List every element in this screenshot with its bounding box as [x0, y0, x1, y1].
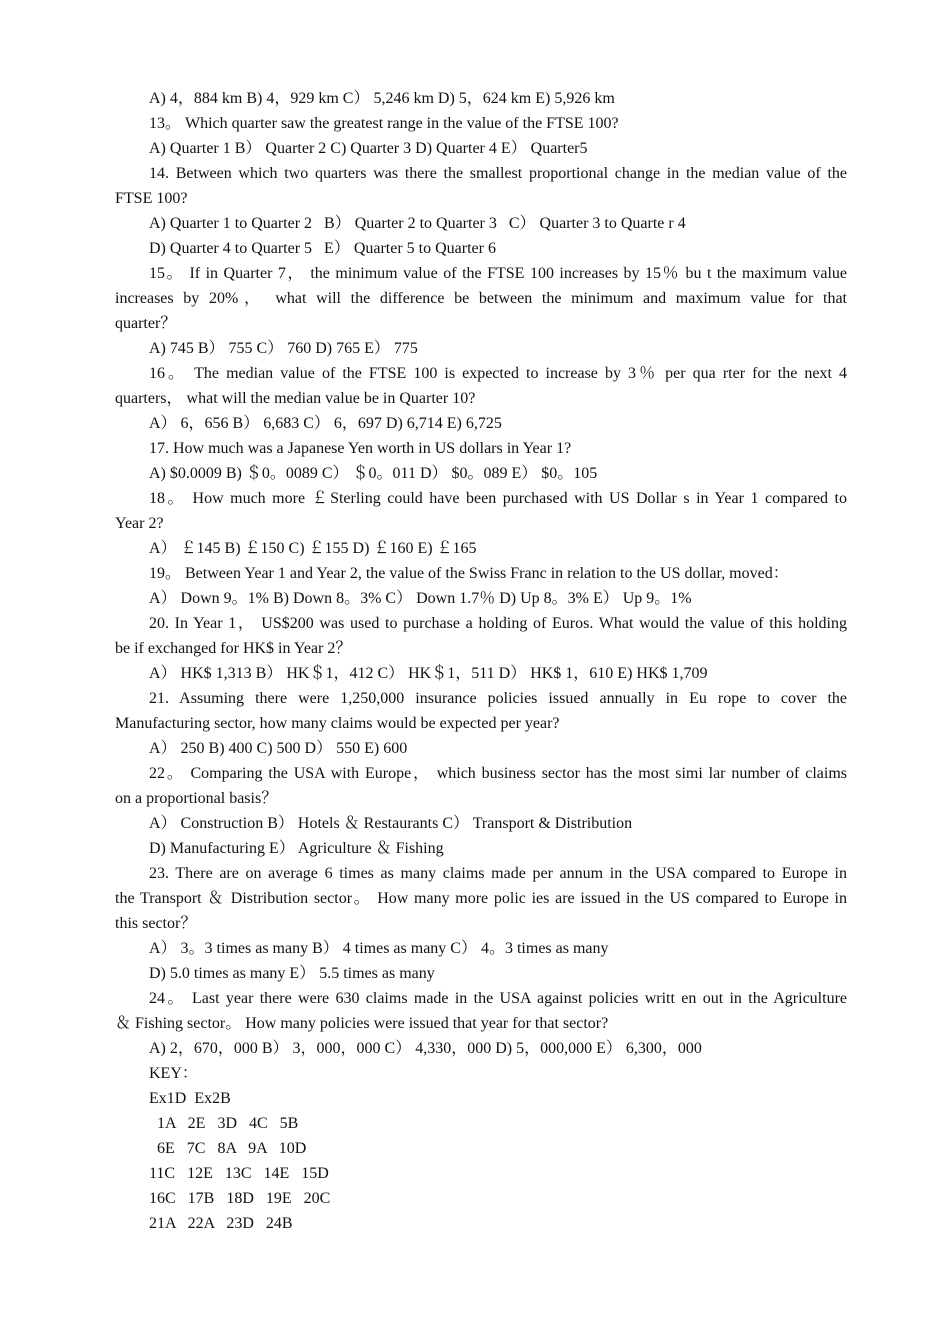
q17-question: 17. How much was a Japanese Yen worth in US dollars in Year 1? — [149, 440, 572, 457]
q16-question-line1: 16。 The median value of the FTSE 100 is expected to increase by 3％ per qua rter for the next 4 — [149, 365, 847, 382]
key-row-6-10: 6E 7C 8A 9A 10D — [149, 1140, 307, 1157]
q16-options: A） 6，656 B） 6,683 C） 6，697 D) 6,714 E) 6,725 — [149, 415, 502, 432]
q15-options: A) 745 B） 755 C） 760 D) 765 E） 775 — [149, 340, 418, 357]
q23-question-line1: 23. There are on average 6 times as many claims made per annum in the USA compared to Europe in — [149, 865, 847, 882]
q18-question-line1: 18。 How much more ￡Sterling could have been purchased with US Dollar s in Year 1 compared to — [149, 490, 847, 507]
q14-question-line2: FTSE 100? — [115, 190, 188, 207]
q21-question-line1: 21. Assuming there were 1,250,000 insurance policies issued annually in Eu rope to cover the — [149, 690, 847, 707]
q23-question-line3: this sector？ — [115, 915, 197, 932]
q24-question-line2: ＆ Fishing sector。 How many policies were issued that year for that sector? — [115, 1015, 609, 1032]
q13-options: A) Quarter 1 B） Quarter 2 C) Quarter 3 D) Quarter 4 E） Quarter5 — [149, 140, 588, 157]
q22-question-line1: 22。 Comparing the USA with Europe， which business sector has the most simi lar number of claims — [149, 765, 847, 782]
q20-question-line1: 20. In Year 1， US$200 was used to purchase a holding of Euros. What would the value of this holding — [149, 615, 847, 632]
key-row-1-5: 1A 2E 3D 4C 5B — [149, 1115, 299, 1132]
q15-question-line2: increases by 20%， what will the difference be between the minimum and maximum value for that — [115, 290, 847, 307]
key-row-16-20: 16C 17B 18D 19E 20C — [149, 1190, 331, 1207]
key-row-11-15: 11C 12E 13C 14E 15D — [149, 1165, 329, 1182]
q13-question: 13。 Which quarter saw the greatest range in the value of the FTSE 100? — [149, 115, 619, 132]
q23-options-line1: A） 3。3 times as many B） 4 times as many C） 4。3 times as many — [149, 940, 609, 957]
q16-question-line2: quarters， what will the median value be in Quarter 10? — [115, 390, 476, 407]
q21-question-line2: Manufacturing sector, how many claims would be expected per year? — [115, 715, 560, 732]
q21-options: A） 250 B) 400 C) 500 D） 550 E) 600 — [149, 740, 408, 757]
q20-question-line2: be if exchanged for HK$ in Year 2？ — [115, 640, 352, 657]
q20-options: A） HK$ 1,313 B） HK＄1，412 C） HK＄1，511 D） HK$ 1，610 E) HK$ 1,709 — [149, 665, 708, 682]
q15-question-line3: quarter？ — [115, 315, 177, 332]
q22-options-line1: A） Construction B） Hotels ＆ Restaurants C） Transport & Distribution — [149, 815, 633, 832]
q23-options-line2: D) 5.0 times as many E） 5.5 times as many — [149, 965, 435, 982]
q19-options: A） Down 9。1% B) Down 8。3% C） Down 1.7％ D) Up 8。3% E） Up 9。1% — [149, 590, 692, 607]
document-body — [115, 86, 847, 1236]
q22-question-line2: on a proportional basis？ — [115, 790, 278, 807]
q23-question-line2: the Transport ＆ Distribution sector。 How many more polic ies are issued in the US compared to Europe in — [115, 890, 847, 907]
q24-question-line1: 24。 Last year there were 630 claims made in the USA against policies writt en out in the Agriculture — [149, 990, 847, 1007]
q12-options: A) 4，884 km B) 4，929 km C） 5,246 km D) 5，624 km E) 5,926 km — [149, 90, 615, 107]
q14-options-line2: D) Quarter 4 to Quarter 5 E） Quarter 5 to Quarter 6 — [149, 240, 496, 257]
key-row-21-24: 21A 22A 23D 24B — [149, 1215, 293, 1232]
q22-options-line2: D) Manufacturing E） Agriculture ＆ Fishing — [149, 840, 444, 857]
q19-question: 19。 Between Year 1 and Year 2, the value of the Swiss Franc in relation to the US dollar, moved： — [149, 565, 789, 582]
q14-question-line1: 14. Between which two quarters was there the smallest proportional change in the median value of the — [149, 165, 847, 182]
q17-options: A) $0.0009 B) ＄0。0089 C） ＄0。011 D） $0。089 E） $0。105 — [149, 465, 598, 482]
q24-options: A) 2，670，000 B） 3，000，000 C） 4,330，000 D) 5，000,000 E） 6,300，000 — [149, 1040, 702, 1057]
q18-options: A） ￡145 B) ￡150 C) ￡155 D) ￡160 E) ￡165 — [149, 540, 477, 557]
key-row-examples: Ex1D Ex2B — [149, 1090, 231, 1107]
key-heading: KEY： — [149, 1065, 198, 1082]
q15-question-line1: 15。 If in Quarter 7， the minimum value of the FTSE 100 increases by 15％ bu t the maximum value — [149, 265, 847, 282]
q18-question-line2: Year 2? — [115, 515, 164, 532]
q14-options-line1: A) Quarter 1 to Quarter 2 B） Quarter 2 to Quarter 3 C） Quarter 3 to Quarte r 4 — [149, 215, 686, 232]
